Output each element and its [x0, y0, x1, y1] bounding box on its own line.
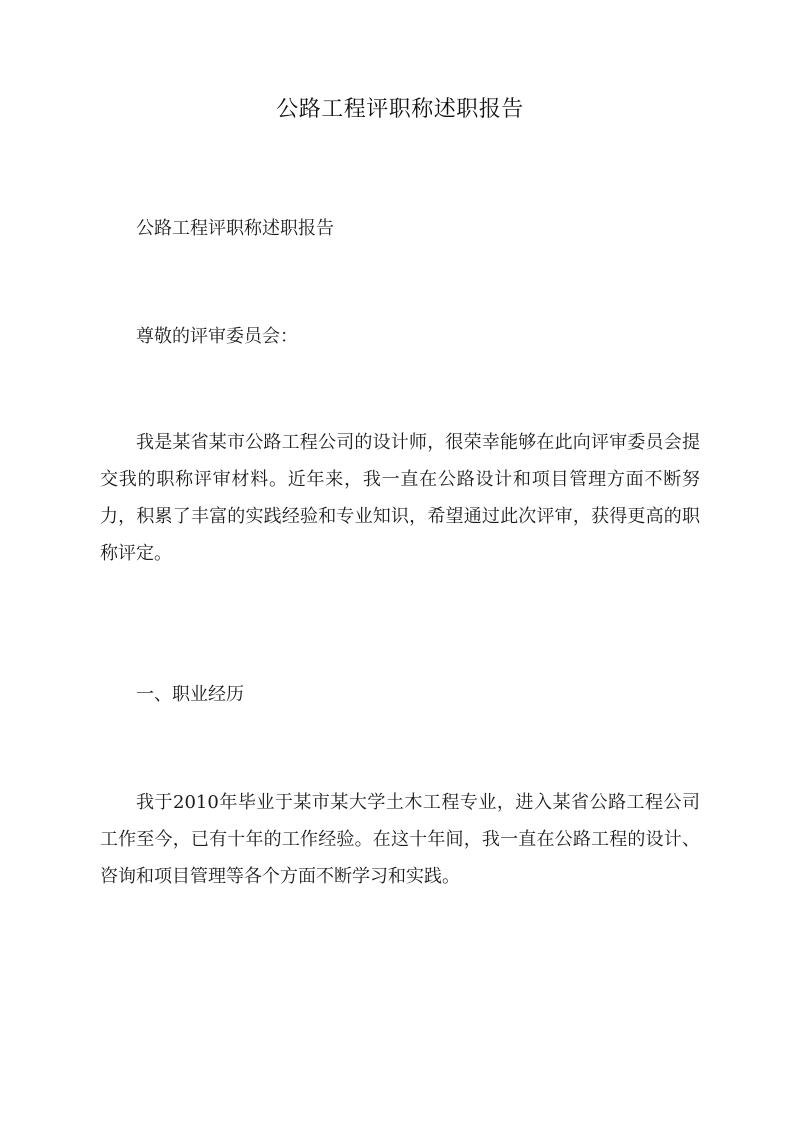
- section-heading-career: 一、职业经历: [136, 684, 244, 705]
- career-paragraph: 我于2010年毕业于某市某大学土木工程专业，进入某省公路工程公司工作至今，已有十年的工作经验。在这十年间，我一直在公路工程的设计、咨询和项目管理等各个方面不断学习和实践。: [100, 792, 700, 887]
- document-subtitle: 公路工程评职称述职报告: [136, 218, 334, 239]
- document-title: 公路工程评职称述职报告: [276, 97, 524, 122]
- salutation: 尊敬的评审委员会：: [136, 326, 298, 347]
- intro-paragraph: 我是某省某市公路工程公司的设计师，很荣幸能够在此向评审委员会提交我的职称评审材料。近年来，我一直在公路设计和项目管理方面不断努力，积累了丰富的实践经验和专业知识，希望通过此次评审，获得更高的职称评定。: [100, 432, 700, 564]
